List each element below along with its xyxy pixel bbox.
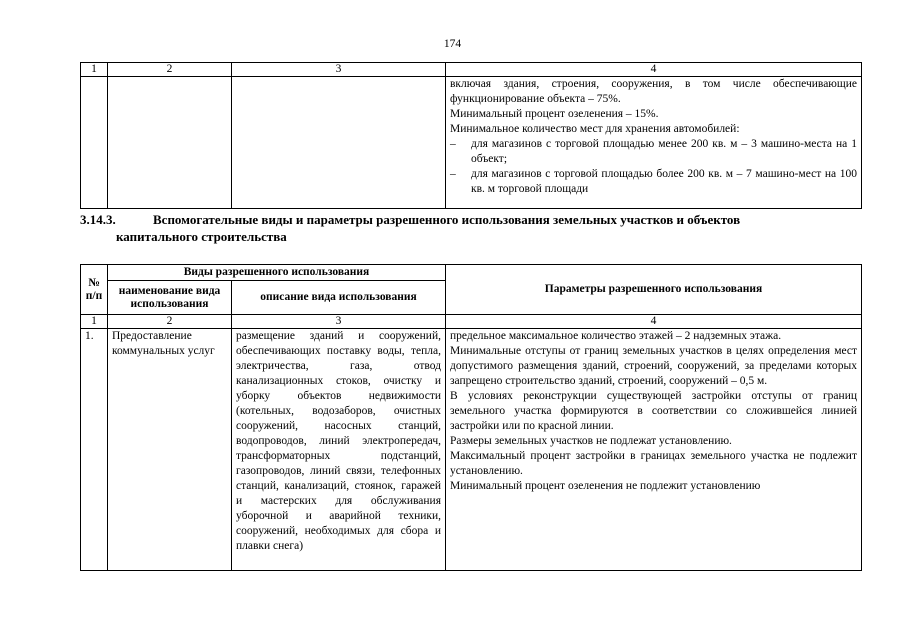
column-number: 3 (232, 63, 446, 77)
table-row (81, 329, 862, 571)
column-number: 4 (446, 63, 862, 77)
bullet-item (450, 167, 857, 197)
param-line: В условиях реконструкции существующей застройки отступы от границ земельного участка формируются в соответствии со сложившейся линией застройки или по красной линии. (450, 390, 857, 432)
section-title-line1: Вспомогательные виды и параметры разрешенного использования земельных участков и объектов (153, 212, 741, 227)
empty-cell (232, 77, 446, 209)
section-heading (80, 211, 860, 244)
column-number: 3 (232, 315, 446, 329)
column-number: 1 (81, 315, 108, 329)
param-line: Минимальный процент озеленения не подлежит установлению (450, 480, 761, 492)
param-line: Минимальный процент озеленения – 15%. (450, 108, 659, 120)
column-number: 4 (446, 315, 862, 329)
bullet-text: для магазинов с торговой площадью менее 200 кв. м – 3 машино-места на 1 объект; (471, 138, 857, 165)
parameters-cell (446, 77, 862, 209)
use-description: размещение зданий и сооружений, обеспечивающих поставку воды, тепла, электричества, газа, отвод канализационных стоков, очистку и уборку объектов недвижимости (котельных, водозаборов, очистных сооружений, насосных станций, водопроводов, линий электропередач, трансформаторных подстанций, газопроводов, линий связи, телефонных станций, канализаций, стоянок, гаражей и мастерских для обслуживания уборочной и аварийной техники, сооружений, необходимых для сбора и плавки снега) (232, 329, 446, 571)
header-group: Виды разрешенного использования (108, 265, 446, 281)
section-number: 3.14.3. (80, 212, 116, 227)
column-number: 2 (108, 63, 232, 77)
header-row (81, 265, 862, 281)
param-line: Максимальный процент застройки в границах земельного участка не подлежит установлению. (450, 450, 857, 477)
empty-cell (108, 77, 232, 209)
header-description: описание вида использования (232, 281, 446, 315)
param-line: предельное максимальное количество этажей – 2 надземных этажа. (450, 330, 782, 342)
param-line: Минимальные отступы от границ земельных участков в целях определения мест допустимого размещения зданий, строений, сооружений, за пределами которых запрещено строительство зданий, строений, сооружений – 0,5 м. (450, 345, 857, 387)
permitted-uses-table (80, 264, 862, 571)
param-line: Минимальное количество мест для хранения автомобилей: (450, 123, 740, 135)
column-number-row (81, 63, 862, 77)
row-number: 1. (81, 329, 108, 571)
header-number: № п/п (81, 265, 108, 315)
page-number: 174 (443, 38, 462, 50)
bullet-text: для магазинов с торговой площадью более 200 кв. м – 7 машино-мест на 100 кв. м торговой площади (471, 168, 857, 195)
section-title-line2: капитального строительства (116, 229, 287, 244)
header-name: наименование вида использования (108, 281, 232, 315)
param-line: Размеры земельных участков не подлежат установлению. (450, 435, 732, 447)
column-number-row (81, 315, 862, 329)
continuation-table (80, 62, 862, 209)
column-number: 2 (108, 315, 232, 329)
column-number: 1 (81, 63, 108, 77)
param-line: включая здания, строения, сооружения, в том числе обеспечивающие функционирование объекта – 75%. (450, 78, 857, 105)
use-parameters (446, 329, 862, 571)
bullet-item (450, 137, 857, 167)
header-params: Параметры разрешенного использования (446, 265, 862, 315)
empty-cell (81, 77, 108, 209)
use-name: Предоставление коммунальных услуг (108, 329, 232, 571)
bullet-dash: – (450, 138, 456, 150)
bullet-dash: – (450, 168, 456, 180)
table-row (81, 77, 862, 209)
